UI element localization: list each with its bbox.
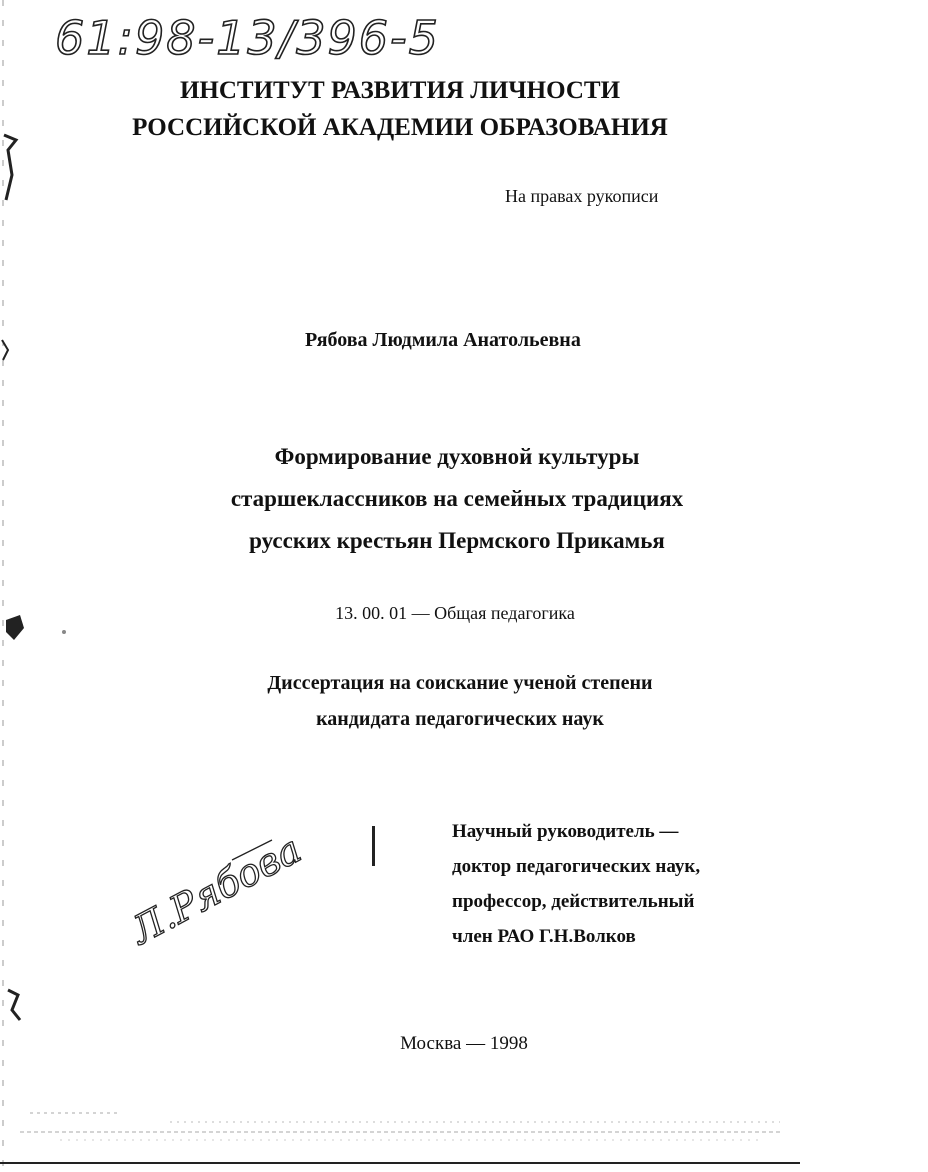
handwritten-catalog-code (55, 6, 525, 68)
advisor-line-2: доктор педагогических наук, (452, 856, 701, 877)
handwritten-catalog-code-text: 61:98-13/396-5 (55, 11, 440, 65)
rights-note: На правах рукописи (505, 186, 659, 206)
handwritten-signature (112, 826, 309, 953)
author-name: Рябова Людмила Анатольевна (305, 329, 581, 351)
advisor-line-3: профессор, действительный (452, 891, 695, 912)
scientific-advisor (452, 814, 700, 954)
dissertation-title (212, 436, 702, 562)
degree-line-1: Диссертация на соискание ученой степени (267, 672, 653, 694)
title-line-1: Формирование духовной культуры (274, 444, 640, 469)
scan-bottom-noise (0, 1100, 800, 1172)
degree-statement (245, 665, 675, 737)
specialty-code: 13. 00. 01 — Общая педагогика (335, 603, 575, 623)
title-line-3: русских крестьян Пермского Прикамья (249, 528, 665, 553)
degree-line-2: кандидата педагогических наук (316, 708, 604, 730)
title-line-2: старшеклассников на семейных традициях (230, 486, 684, 511)
city-year: Москва — 1998 (400, 1033, 528, 1054)
margin-mark (372, 826, 375, 866)
signature-text: Л.Рябова (123, 826, 309, 953)
advisor-line-4: член РАО Г.Н.Волков (452, 926, 636, 947)
scan-edge-marks (0, 0, 40, 1172)
institute-line-2: РОССИЙСКОЙ АКАДЕМИИ ОБРАЗОВАНИЯ (132, 114, 668, 141)
institute-name (0, 72, 800, 146)
institute-line-1: ИНСТИТУТ РАЗВИТИЯ ЛИЧНОСТИ (179, 77, 621, 104)
advisor-line-1: Научный руководитель — (452, 821, 679, 842)
